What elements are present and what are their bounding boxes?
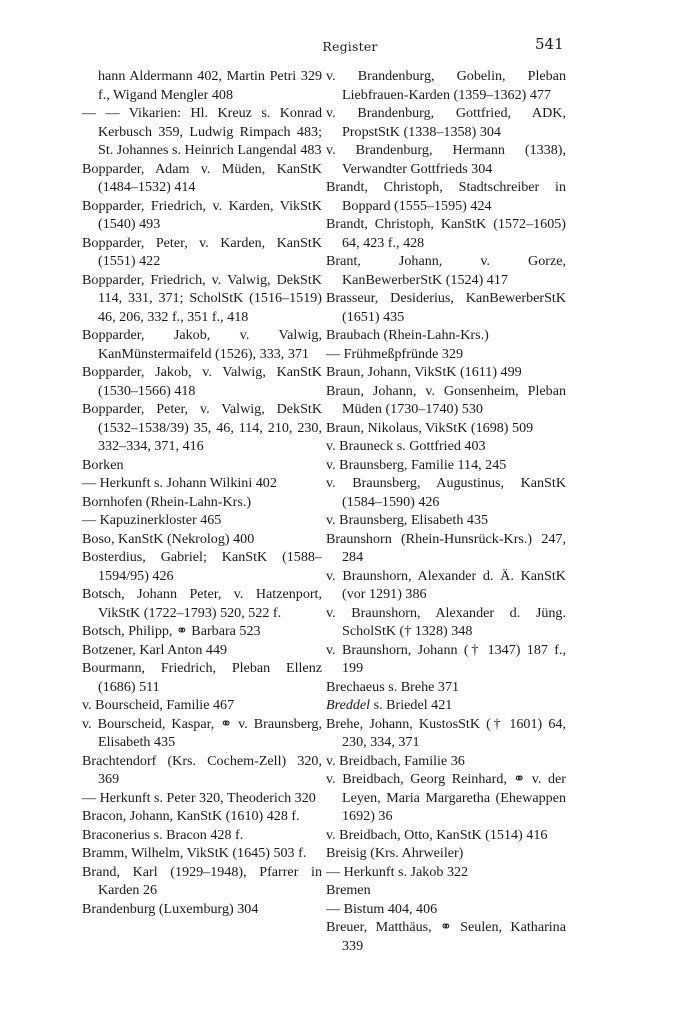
- index-entry: Bornhofen (Rhein-Lahn-Krs.): [82, 493, 252, 510]
- index-entry: Braconerius s. Bracon 428 f.: [82, 826, 244, 843]
- index-entry: Bracon, Johann, KanStK (1610) 428 f.: [82, 808, 300, 824]
- index-entry: Bopparder, Jakob, v. Valwig, KanMünstermaifeld (1526), 333, 371: [82, 327, 322, 362]
- index-column-left: [82, 67, 322, 918]
- index-entry: Brandt, Christoph, KanStK (1572–1605) 64, 423 f., 428: [326, 216, 566, 251]
- index-entry: Brehe, Johann, KustosStK († 1601) 64, 230, 334, 371: [326, 715, 566, 750]
- index-entry: Braun, Nikolaus, VikStK (1698) 509: [326, 419, 534, 436]
- index-entry: Brant, Johann, v. Gorze, KanBewerberStK (1524) 417: [326, 253, 566, 288]
- running-header: Register: [322, 39, 378, 54]
- index-entry: — Kapuzinerkloster 465: [82, 512, 222, 528]
- index-entry: Bremen: [326, 882, 371, 898]
- index-entry: Bopparder, Adam v. Müden, KanStK (1484–1532) 414: [82, 160, 322, 195]
- index-entry: Borken: [82, 456, 124, 473]
- index-entry: v. Brandenburg, Gottfried, ADK, PropstStK (1338–1358) 304: [326, 105, 566, 140]
- index-entry: Brand, Karl (1929–1948), Pfarrer in Karden 26: [82, 863, 322, 898]
- index-entry: Botsch, Johann Peter, v. Hatzenport, VikStK (1722–1793) 520, 522 f.: [82, 586, 322, 621]
- index-entry: Bopparder, Jakob, v. Valwig, KanStK (1530–1566) 418: [82, 364, 322, 399]
- index-entry: Braun, Johann, v. Gonsenheim, Pleban Müden (1730–1740) 530: [326, 382, 566, 417]
- index-entry: — Herkunft s. Johann Wilkini 402: [82, 475, 277, 491]
- index-entry: v. Braunsberg, Familie 114, 245: [326, 456, 507, 473]
- index-entry: v. Brauneck s. Gottfried 403: [326, 438, 486, 454]
- index-entry: Brandenburg (Luxemburg) 304: [82, 900, 259, 917]
- index-entry: v. Breidbach, Familie 36: [326, 752, 465, 769]
- index-entry: — Frühmeßpfründe 329: [326, 345, 464, 362]
- page-number: 541: [535, 35, 564, 53]
- index-entry: Bosterdius, Gabriel; KanStK (1588–1594/95) 426: [82, 549, 322, 584]
- index-entry: Bourmann, Friedrich, Pleban Ellenz (1686) 511: [82, 660, 322, 695]
- index-entry: v. Bourscheid, Familie 467: [82, 697, 235, 713]
- index-entry: Bopparder, Peter, v. Valwig, DekStK (1532–1538/39) 35, 46, 114, 210, 230, 332–334, 371, 416: [82, 401, 322, 454]
- index-entry: hann Aldermann 402, Martin Petri 329 f., Wigand Mengler 408: [98, 68, 322, 103]
- index-entry: Braun, Johann, VikStK (1611) 499: [326, 364, 522, 380]
- index-entry: Boso, KanStK (Nekrolog) 400: [82, 530, 255, 547]
- index-entry: Bopparder, Friedrich, v. Valwig, DekStK 114, 331, 371; ScholStK (1516–1519) 46, 206, 332 f., 351 f., 418: [82, 271, 322, 325]
- index-entry: Botzener, Karl Anton 449: [82, 641, 228, 658]
- index-column-right: [326, 67, 566, 955]
- index-entry: Bopparder, Friedrich, v. Karden, VikStK (1540) 493: [82, 197, 322, 232]
- index-entry: Bopparder, Peter, v. Karden, KanStK (1551) 422: [82, 234, 322, 269]
- index-entry: Breddel s. Briedel 421: [326, 697, 453, 713]
- index-entry: — Bistum 404, 406: [326, 900, 438, 917]
- index-entry: — Herkunft s. Jakob 322: [326, 863, 469, 880]
- index-entry: Braubach (Rhein-Lahn-Krs.): [326, 327, 489, 343]
- index-entry: Breuer, Matthäus, ⚭ Seulen, Katharina 339: [326, 919, 566, 954]
- index-entry: — — Vikarien: Hl. Kreuz s. Konrad Kerbusch 359, Ludwig Rimpach 483; St. Johannes s. Heinrich Langendal 483: [82, 105, 322, 158]
- index-entry: v. Braunshorn, Alexander d. Jüng. ScholStK († 1328) 348: [326, 604, 566, 639]
- index-entry: v. Braunshorn, Johann († 1347) 187 f., 199: [326, 641, 566, 676]
- index-entry: Brachtendorf (Krs. Cochem-Zell) 320, 369: [82, 752, 322, 787]
- index-entry: — Herkunft s. Peter 320, Theoderich 320: [82, 789, 316, 806]
- index-entry: Brandt, Christoph, Stadtschreiber in Boppard (1555–1595) 424: [326, 179, 566, 214]
- italic-lemma: Breddel: [326, 697, 371, 713]
- index-entry: Braunshorn (Rhein-Hunsrück-Krs.) 247, 284: [326, 530, 566, 565]
- index-entry: v. Breidbach, Otto, KanStK (1514) 416: [326, 826, 548, 843]
- index-entry: v. Brandenburg, Hermann (1338), Verwandter Gottfrieds 304: [326, 142, 566, 177]
- index-entry: Bramm, Wilhelm, VikStK (1645) 503 f.: [82, 845, 307, 861]
- index-entry: Botsch, Philipp, ⚭ Barbara 523: [82, 623, 261, 639]
- index-entry: v. Braunshorn, Alexander d. Ä. KanStK (vor 1291) 386: [326, 567, 566, 602]
- index-entry: v. Braunsberg, Augustinus, KanStK (1584–1590) 426: [326, 475, 566, 510]
- index-entry: v. Breidbach, Georg Reinhard, ⚭ v. der Leyen, Maria Margaretha (Ehewappen 1692) 36: [326, 771, 566, 824]
- index-entry: Brasseur, Desiderius, KanBewerberStK (1651) 435: [326, 290, 566, 325]
- index-entry: Brechaeus s. Brehe 371: [326, 678, 460, 695]
- index-entry: Breisig (Krs. Ahrweiler): [326, 845, 464, 861]
- index-entry: v. Bourscheid, Kaspar, ⚭ v. Braunsberg, Elisabeth 435: [82, 715, 322, 750]
- index-entry: v. Brandenburg, Gobelin, Pleban Liebfrauen-Karden (1359–1362) 477: [326, 68, 566, 103]
- index-entry: v. Braunsberg, Elisabeth 435: [326, 512, 489, 528]
